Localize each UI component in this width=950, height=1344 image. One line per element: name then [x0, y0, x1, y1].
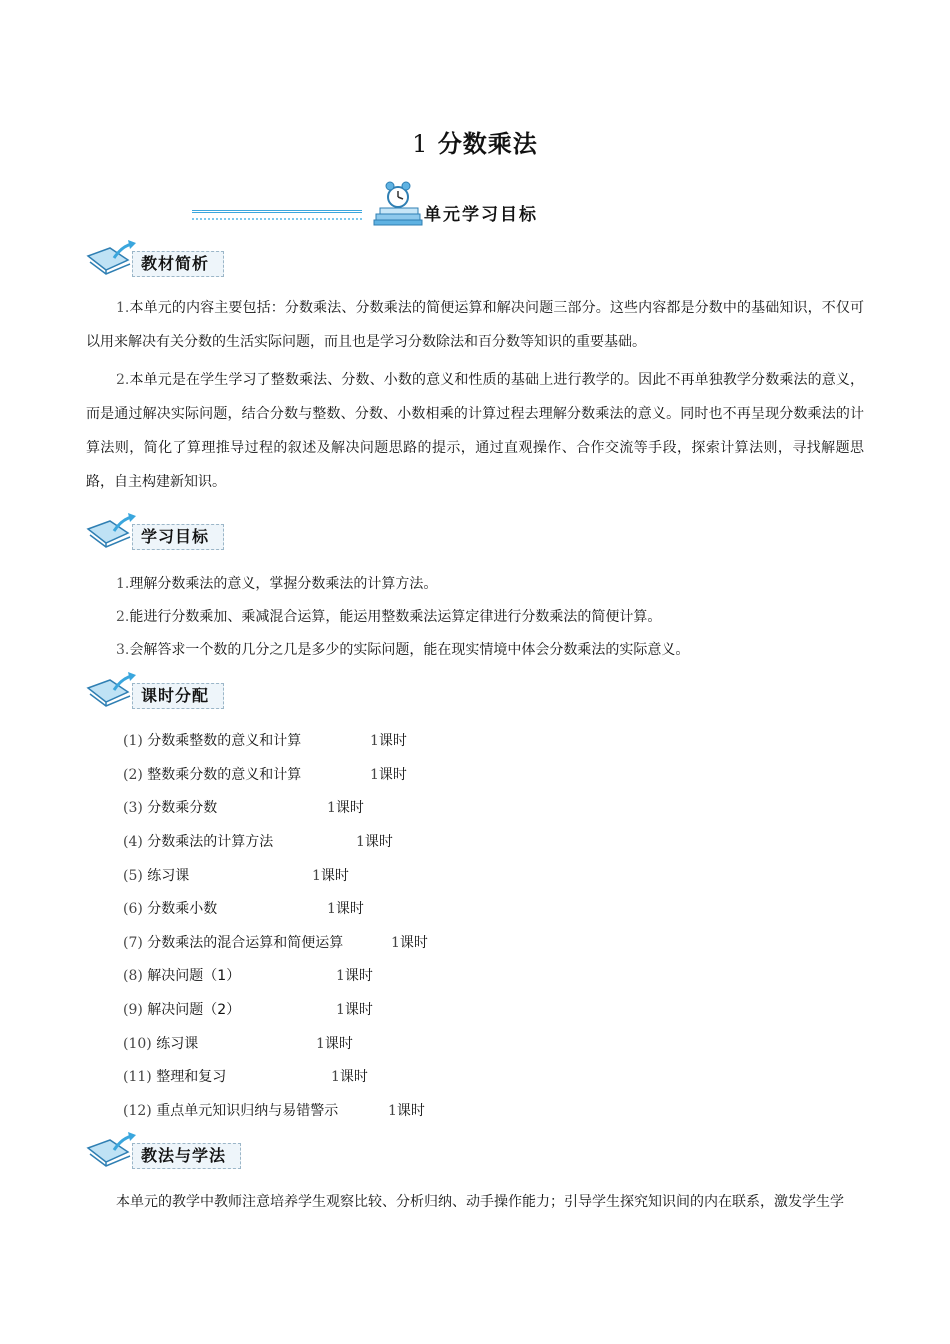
schedule-number: (12): [123, 1103, 152, 1119]
title-text: 分数乘法: [437, 130, 538, 158]
hours-value: 1: [316, 1036, 325, 1052]
goal-number: 2.: [116, 609, 130, 625]
section-title: 课时分配: [132, 683, 224, 709]
section-title: 学习目标: [132, 524, 224, 550]
hours-value: 1: [370, 733, 379, 749]
hours-value: 1: [370, 767, 379, 783]
hours-value: 1: [331, 1069, 340, 1085]
unit-goal-banner: [192, 180, 758, 228]
section-heading-analysis: [86, 238, 246, 280]
hours-unit: 课时: [335, 800, 364, 816]
hours-value: 1: [388, 1103, 397, 1119]
schedule-item-8: [123, 966, 373, 986]
goal-text: 理解分数乘法的意义，掌握分数乘法的计算方法。: [129, 576, 438, 592]
goal-item-2: [116, 607, 661, 627]
methods-paragraph: [86, 1185, 864, 1219]
hours-unit: 课时: [324, 1036, 353, 1052]
schedule-number: (3): [123, 800, 143, 816]
hours-unit: 课时: [320, 868, 349, 884]
schedule-item-7: [123, 933, 428, 953]
hours-unit: 课时: [335, 901, 364, 917]
schedule-hours: [388, 1101, 425, 1121]
schedule-hours: [336, 966, 373, 986]
hours-value: 1: [356, 834, 365, 850]
hours-unit: 课时: [344, 1002, 373, 1018]
schedule-text: 分数乘小数: [147, 901, 218, 917]
analysis-paragraph-1: [86, 291, 864, 359]
schedule-hours: [327, 798, 364, 818]
section-heading-schedule: [86, 670, 246, 712]
schedule-number: (4): [123, 834, 143, 850]
schedule-number: (10): [123, 1036, 152, 1052]
schedule-number: (5): [123, 868, 143, 884]
title-number: 1: [412, 130, 429, 158]
schedule-text: 整理和复习: [156, 1069, 227, 1085]
schedule-text: 练习课: [156, 1036, 199, 1052]
schedule-hours: [336, 1000, 373, 1020]
goal-item-3: [116, 640, 689, 660]
goal-text: 会解答求一个数的几分之几是多少的实际问题，能在现实情境中体会分数乘法的实际意义。: [129, 642, 690, 658]
hours-value: 1: [312, 868, 321, 884]
schedule-item-4: [123, 832, 393, 852]
goal-number: 3.: [116, 642, 130, 658]
paragraph-text: 本单元是在学生学习了整数乘法、分数、小数的意义和性质的基础上进行教学的。因此不再单独教学分数乘法的意义，而是通过解决实际问题，结合分数与整数、分数、小数相乘的计算过程去理解分数乘法的意义。同时也不再呈现分数乘法的计算法则，简化了算理推导过程的叙述及解决问题思路的提示，通过直观操作、合作交流等手段，探索计算法则，寻找解题思路，自主构建新知识。: [86, 372, 864, 490]
hours-unit: 课时: [378, 767, 407, 783]
schedule-number: (1): [123, 733, 143, 749]
schedule-item-10: [123, 1034, 353, 1054]
hours-unit: 课时: [378, 733, 407, 749]
hours-value: 1: [327, 901, 336, 917]
section-heading-methods: [86, 1130, 246, 1172]
schedule-number: (7): [123, 935, 143, 951]
goal-number: 1.: [116, 576, 130, 592]
schedule-item-1: [123, 731, 407, 751]
hours-unit: 课时: [396, 1103, 425, 1119]
schedule-hours: [391, 933, 428, 953]
hours-value: 1: [336, 1002, 345, 1018]
schedule-number: (6): [123, 901, 143, 917]
schedule-text: 练习课: [147, 868, 190, 884]
schedule-text: 分数乘法的计算方法: [147, 834, 274, 850]
schedule-text: 解决问题（2）: [147, 1002, 241, 1018]
schedule-item-9: [123, 1000, 373, 1020]
section-title: 教材简析: [132, 251, 224, 277]
analysis-paragraph-2: [86, 363, 864, 499]
schedule-number: (2): [123, 767, 143, 783]
schedule-number: (8): [123, 968, 143, 984]
section-title: 教法与学法: [132, 1143, 241, 1169]
paragraph-number: 2.: [116, 372, 130, 388]
schedule-item-12: [123, 1101, 425, 1121]
schedule-text: 分数乘分数: [147, 800, 218, 816]
schedule-hours: [370, 765, 407, 785]
schedule-number: (11): [123, 1069, 152, 1085]
paragraph-number: 1.: [116, 300, 130, 316]
schedule-hours: [316, 1034, 353, 1054]
hours-value: 1: [336, 968, 345, 984]
schedule-item-2: [123, 765, 407, 785]
schedule-hours: [327, 899, 364, 919]
schedule-text: 分数乘整数的意义和计算: [147, 733, 302, 749]
schedule-text: 分数乘法的混合运算和简便运算: [147, 935, 344, 951]
section-heading-goals: [86, 511, 246, 553]
schedule-item-11: [123, 1067, 368, 1087]
goal-item-1: [116, 574, 437, 594]
schedule-hours: [370, 731, 407, 751]
goal-text: 能进行分数乘加、乘减混合运算，能运用整数乘法运算定律进行分数乘法的简便计算。: [129, 609, 662, 625]
schedule-hours: [312, 866, 349, 886]
page-title: [0, 124, 950, 159]
hours-unit: 课时: [344, 968, 373, 984]
hours-value: 1: [327, 800, 336, 816]
hours-unit: 课时: [364, 834, 393, 850]
schedule-text: 整数乘分数的意义和计算: [147, 767, 302, 783]
schedule-text: 重点单元知识归纳与易错警示: [156, 1103, 339, 1119]
hours-value: 1: [391, 935, 400, 951]
schedule-item-5: [123, 866, 349, 886]
schedule-hours: [331, 1067, 368, 1087]
schedule-number: (9): [123, 1002, 143, 1018]
alarm-clock-books-icon: [372, 180, 424, 226]
hours-unit: 课时: [399, 935, 428, 951]
schedule-item-6: [123, 899, 364, 919]
schedule-item-3: [123, 798, 364, 818]
hours-unit: 课时: [339, 1069, 368, 1085]
schedule-text: 解决问题（1）: [147, 968, 241, 984]
banner-label: 单元学习目标: [424, 205, 538, 225]
paragraph-text: 本单元的内容主要包括：分数乘法、分数乘法的简便运算和解决问题三部分。这些内容都是分数中的基础知识，不仅可以用来解决有关分数的生活实际问题，而且也是学习分数除法和百分数等知识的重要基础。: [86, 300, 864, 350]
schedule-hours: [356, 832, 393, 852]
paragraph-text: 本单元的教学中教师注意培养学生观察比较、分析归纳、动手操作能力；引导学生探究知识间的内在联系，激发学生学: [116, 1194, 844, 1210]
